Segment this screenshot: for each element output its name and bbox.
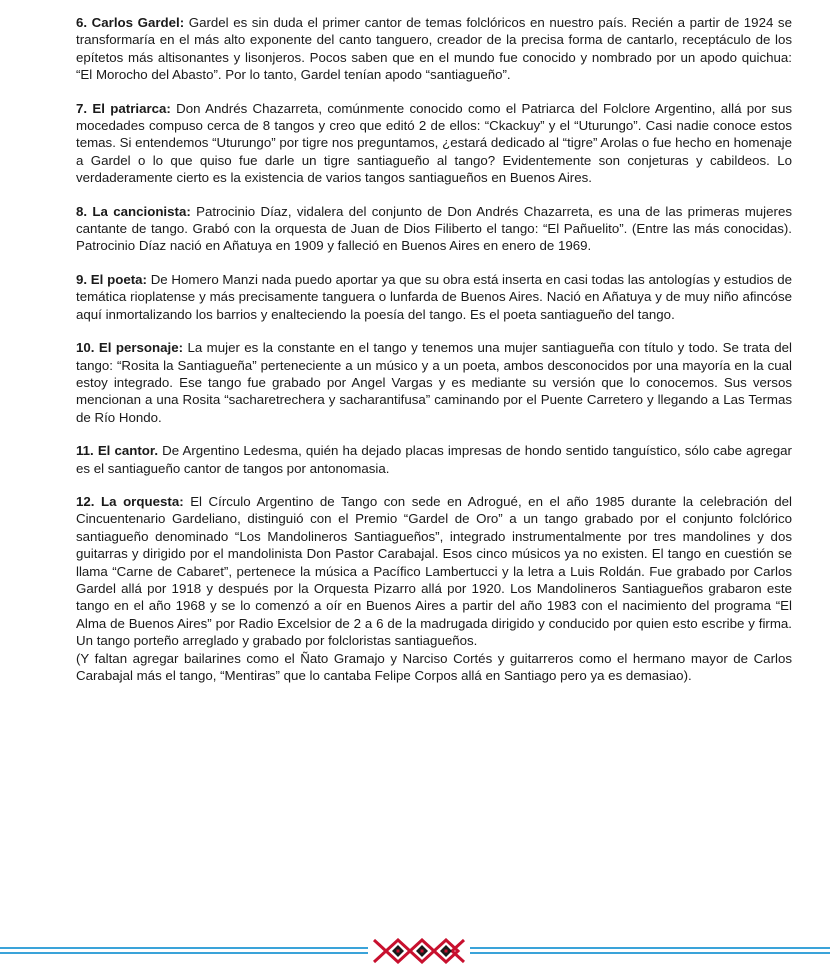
- section-heading: 9. El poeta:: [76, 271, 147, 287]
- section-heading: 10. El personaje:: [76, 340, 184, 356]
- section-heading: 11. El cantor.: [76, 443, 159, 459]
- section-heading: 7. El patriarca:: [76, 100, 171, 116]
- paragraph: [76, 493, 792, 650]
- section-heading: 6. Carlos Gardel:: [76, 15, 185, 30]
- section-8-la-cancionista: [76, 203, 792, 255]
- section-7-el-patriarca: [76, 100, 792, 187]
- paragraph: [76, 442, 792, 477]
- closing-note: (Y faltan agregar bailarines como el Ñato Gramajo y Narciso Cortés y guitarreros como el hermano mayor de Carlos Carabajal más el tango, “Mentiras” que lo cantaba Felipe Corpos allá en Santiago pero ya es demasiao).: [76, 650, 792, 683]
- section-9-el-poeta: [76, 271, 792, 323]
- section-10-el-personaje: [76, 339, 792, 426]
- section-text: Don Andrés Chazarreta, comúnmente conocido como el Patriarca del Folclore Argentino, allá por sus mocedades compuso cerca de 8 tangos y creo que editó 2 de ellos: “Ckackuy” y el “Uturungo”. Casi nadie conoce estos temas. Si entendemos “Uturungo” por tigre nos preguntamos, ¿estará dedicado al “tigre” Arolas o fue hecho en homenaje a Gardel o lo que quiso fue darle un tigre santiagueño al tango? Evidentemente son conjeturas y cabildeos. Lo verdaderamente cierto es la existencia de varios tangos santiagueños en Buenos Aires.: [76, 100, 792, 186]
- section-text: Patrocinio Díaz, vidalera del conjunto de Don Andrés Chazarreta, es una de las primeras mujeres cantante de tango. Grabó con la orquesta de Juan de Dios Filiberto el tango: “El Pañuelito”. (Entre las más conocidas). Patrocinio Díaz nació en Añatuya en 1909 y falleció en Buenos Aires en enero de 1969.: [76, 203, 792, 254]
- footer-rule-left: [0, 947, 368, 954]
- section-text: De Homero Manzi nada puedo aportar ya que su obra está inserta en casi todas las antologías y estudios de temática rioplatense y más precisamente tanguera o lunfarda de Buenos Aires. Nació en Añatuya y de muy niño afincóse aquí inmortalizando los barrios y enalteciendo la poesía del tango. Es el poeta santiagueño del tango.: [76, 271, 792, 322]
- paragraph: [76, 14, 792, 84]
- section-6-carlos-gardel: [76, 14, 792, 84]
- section-heading: 8. La cancionista:: [76, 203, 191, 219]
- paragraph: [76, 339, 792, 426]
- section-text: Gardel es sin duda el primer cantor de temas folclóricos en nuestro país. Recién a partir de 1924 se transformaría en el más alto exponente del canto tanguero, creador de la precisa forma de cantarlo, receptáculo de los epítetos más altisonantes y lisonjeros. Pocos saben que en el mundo fue conocido y nombrado por un apodo quichua: “El Morocho del Abasto”. Por lo tanto, Gardel tenían apodo “santiagueño”.: [76, 15, 792, 83]
- footer-rule-right: [470, 947, 830, 954]
- page-footer: [0, 938, 830, 968]
- section-text: La mujer es la constante en el tango y tenemos una mujer santiagueña con título y todo. Se trata del tango: “Rosita la Santiagueña” perteneciente a un músico y a un poeta, ambos desconocidos por una mayoría en la cual estoy integrado. Ese tango fue grabado por Angel Vargas y es mediante su versión que lo conocemos. Sus versos mencionan a una Rosita “sacharetrechera y sacharantifusa” caminando por el Puente Carretero y llegando a Las Termas de Río Hondo.: [76, 340, 792, 425]
- woven-diamond-ornament-icon: [372, 938, 466, 964]
- article-body: [76, 14, 792, 700]
- section-text: De Argentino Ledesma, quién ha dejado placas impresas de hondo sentido tanguístico, sólo cabe agregar es el santiagueño cantor de tangos por antonomasia.: [76, 443, 792, 476]
- paragraph: [76, 203, 792, 255]
- paragraph: [76, 100, 792, 187]
- section-heading: 12. La orquesta:: [76, 493, 184, 509]
- paragraph: [76, 271, 792, 323]
- section-text: El Círculo Argentino de Tango con sede en Adrogué, en el año 1985 durante la celebración del Cincuentenario Gardeliano, distinguió con el Premio “Gardel de Oro” a un tango grabado por el conjunto folclórico santiagueño denominado “Los Mandolineros Santiagueños”, integrado instrumentalmente por tres mandolines y dos guitarras y dirigido por el mandolinista Don Pastor Carabajal. Esos cinco músicos ya no existen. El tango en cuestión se llama “Carne de Cabaret”, pertenece la música a Pacífico Lambertucci y la letra a Luis Roldán. Fue grabado por Carlos Gardel allá por 1918 y después por la Orquesta Pizarro allá por 1920. Los Mandolineros Santiagueños grabaron este tango en el año 1968 y se lo comenzó a oír en Buenos Aires a partir del año 1983 con el nacimiento del programa “El Alma de Buenos Aires” por Radio Excelsior de 2 a 6 de la madrugada dirigido y conducido por quien esto escribe y firma. Un tango porteño arreglado y grabado por folcloristas santiagueños.: [76, 493, 792, 649]
- section-11-el-cantor: [76, 442, 792, 477]
- section-12-la-orquesta: [76, 493, 792, 684]
